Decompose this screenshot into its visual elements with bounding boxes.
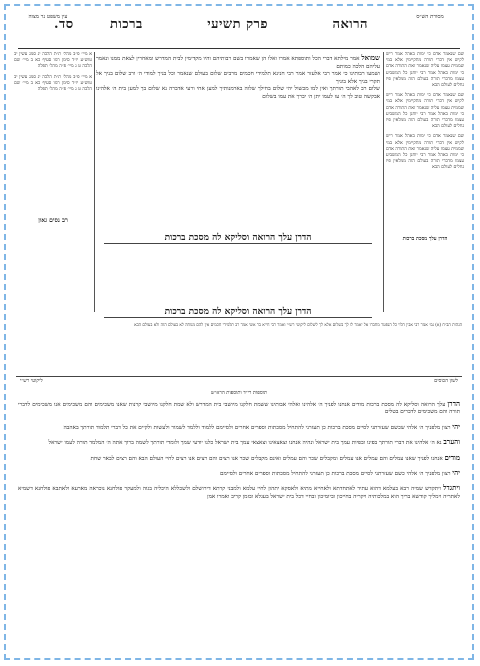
rav-nissim-gaon-heading: רב נסים גאון <box>38 217 68 224</box>
siyum-banner-top: הדרן עלך הרואה וסליקא לה מסכת ברכות <box>104 232 372 244</box>
left-column-divider <box>94 52 95 312</box>
siyum-paragraph <box>18 469 460 478</box>
footer-label-left: ליקוטי רש״י <box>20 378 43 384</box>
header-divider <box>18 48 460 49</box>
main-paragraph-3: שלום רב לאהבי תורתך ואין למו מכשול יהי שלום בחילך שלוה בארמנותיך למען אחי ורעי אדברה נא שלום בך למען בית ה׳ אלהינו אבקשה טוב לך ה׳ עז לעמו יתן ה׳ יברך את עמו בשלום <box>96 86 380 100</box>
siyum-paragraph <box>18 454 460 463</box>
siyum-lead-word: יהי <box>452 468 460 478</box>
siyum-paragraph <box>18 484 460 501</box>
chapter-title: פרק תשיעי <box>207 17 268 32</box>
tractate-name: ברכות <box>110 17 143 32</box>
main-text-column <box>96 54 380 304</box>
right-commentary-text: שם שנאמר אדם כי ימות באהל אמר ריש לקיש אין דברי תורה מתקיימין אלא במי שממית עצמו עליה שנאמר זאת התורה אדם כי ימות באהל אמר רבי יוחנן כל המשביע עצמו מדברי תורה בעולם הזה ממלאין פיו גחלים לעולם הבא <box>386 52 464 89</box>
siyum-lead-word: ויתגדל <box>443 483 460 493</box>
glosses-section <box>16 322 462 372</box>
main-paragraph-2: ושמעו רבותינו כי אמר רבי אלעזר אמר רבי חנינא תלמידי חכמים מרבים שלום בעולם שנאמר וכל בניך למודי ה׳ ורב שלום בניך אל תקרי בניך אלא בוניך <box>96 71 380 85</box>
masoret-hashas-label: מסורת הש״ס <box>416 14 444 20</box>
main-lead-word: שמואל <box>361 54 380 62</box>
left-commentary-text: א מיי׳ פ״ב מהל׳ ת״ת הלכה יג סמג עשין יב טוש״ע יו״ד סימן רמו סעיף כא ב מיי׳ שם הלכה ט ג מיי׳ פ״ה מהל׳ תפלה <box>14 52 92 70</box>
siyum-paragraph <box>18 438 460 447</box>
right-siyum-box: הדרן עלך מסכת ברכות <box>402 236 448 242</box>
siyum-text: עלך הרואה וסליקא לה מסכת ברכות מודים אנחנו לפניך ה׳ אלהינו ואלהי אבותינו ששמת חלקנו מיושבי בית המדרש ולא שמת חלקנו מיושבי קרנות שאנו משכימים והם משכימים אנו משכימים לדברי תורה והם משכימים לדברים בטלים <box>18 402 460 416</box>
siyum-text: אנחנו לפניך שאנו עמלים והם עמלים אנו עמלים ומקבלים שכר והם עמלים ואינם מקבלים שכר אנו רצים והם רצים אנו רצים לחיי העולם הבא והם רצים לבאר שחת <box>90 455 443 462</box>
siyum-paragraph <box>18 423 460 432</box>
page-header <box>14 14 464 48</box>
left-commentary-column <box>14 52 92 314</box>
siyum-text: נא ה׳ אלהינו את דברי תורתך בפינו ובפיות עמך בית ישראל ונהיה אנחנו וצאצאינו וצאצאי עמך בית ישראל כלנו יודעי שמך ולומדי תורתך לשמה ברוך אתה ה׳ המלמד תורה לעמו ישראל <box>48 440 442 447</box>
siyum-text: רצון מלפניך ה׳ אלהי כשם שעזרתני לסיים מסכת ברכות כן תעזרני להתחיל מסכתות וספרים אחרים ולסיימם <box>219 471 451 478</box>
right-commentary-text-2: שם שנאמר אדם כי ימות באהל אמר ריש לקיש אין דברי תורה מתקיימין אלא במי שממית עצמו עליה שנאמר זאת התורה אדם כי ימות באהל אמר רבי יוחנן כל המשביע עצמו מדברי תורה בעולם הזה ממלאין פיו גחלים לעולם הבא <box>386 93 464 130</box>
talmud-page <box>4 4 474 660</box>
siyum-banner-bottom: הדרן עלך הרואה וסליקא לה מסכת ברכות <box>104 306 372 318</box>
right-commentary-column <box>386 52 464 314</box>
siyum-prayer-section <box>18 390 460 648</box>
siyum-paragraph <box>18 400 460 417</box>
main-paragraph-1 <box>96 54 380 71</box>
notes-divider <box>16 376 462 377</box>
siyum-lead-word: הדרן <box>447 399 460 408</box>
siyum-section-title: תוספות רי״ד ותוספות הרא״ש <box>210 390 268 396</box>
siyum-lead-word: יהי <box>452 421 460 431</box>
chapter-word-right: הרואה <box>332 17 368 32</box>
main-paragraph-1-text: אמר מילתא דברי הכל ותוספתא אמרו ואלו הן שאמרו בשם רבותיהם והיו מקדימין לבית המדרש ומאחרין לצאת ממנו ונאמר עליהם הלכה כמותם <box>96 56 380 70</box>
footer-label-right: לשון הכוסים <box>434 378 458 384</box>
left-commentary-text-2: א מיי׳ פ״ב מהל׳ ת״ת הלכה יג סמג עשין יב טוש״ע יו״ד סימן רמו סעיף כא ב מיי׳ שם הלכה ט ג מיי׳ פ״ה מהל׳ תפלה <box>14 74 92 93</box>
page-number: סד. <box>54 17 74 32</box>
right-column-divider <box>383 52 384 312</box>
siyum-text: ויתקדש שמיה רבא בעלמא דהוא עתיד לאתחדתא ולאחייא מתיא ולאסקא יתהון לחיי עלמא ולמבני קרתא דירושלם ולשכללא היכליה בגוה ולמעקר פולחנא נוכראה מארעא ולאתבא פולחנא דשמיא לאתריה וימליך קודשא בריך הוא במלכותיה ויקריה בחייכון וביומיכון ובחיי דכל בית ישראל בעגלא ובזמן קריב ואמרו אמן <box>18 486 460 500</box>
siyum-lead-word: והערב <box>443 437 460 447</box>
siyum-lead-word: מודים <box>444 452 460 462</box>
glosses-text: הגהות הב״ח (א) גמ׳ אמר רבי אבין הלוי כל הנפטר מחברו אל יאמר לו לך בשלום אלא לך לשלום ליקוטי רש״י ואמר רבי חייא בר אשי אמר רב תלמידי חכמים אין להם מנוחה לא בעולם הזה ולא בעולם הבא <box>134 322 462 327</box>
right-commentary-text-3: שם שנאמר אדם כי ימות באהל אמר ריש לקיש אין דברי תורה מתקיימין אלא במי שממית עצמו עליה שנאמר זאת התורה אדם כי ימות באהל אמר רבי יוחנן כל המשביע עצמו מדברי תורה בעולם הזה ממלאין פיו גחלים לעולם הבא <box>386 134 464 171</box>
siyum-text: רצון מלפניך ה׳ אלהי שכשם שעזרתני לסיים מסכת ברכות כן תעזרני להתחיל מסכתות וספרים אחרים ולסיימם ללמוד וללמד לשמור ולעשות ולקיים את כל דברי תלמוד תורתך באהבה <box>63 424 451 431</box>
ein-mishpat-label: עין משפט נר מצוה <box>28 14 68 20</box>
